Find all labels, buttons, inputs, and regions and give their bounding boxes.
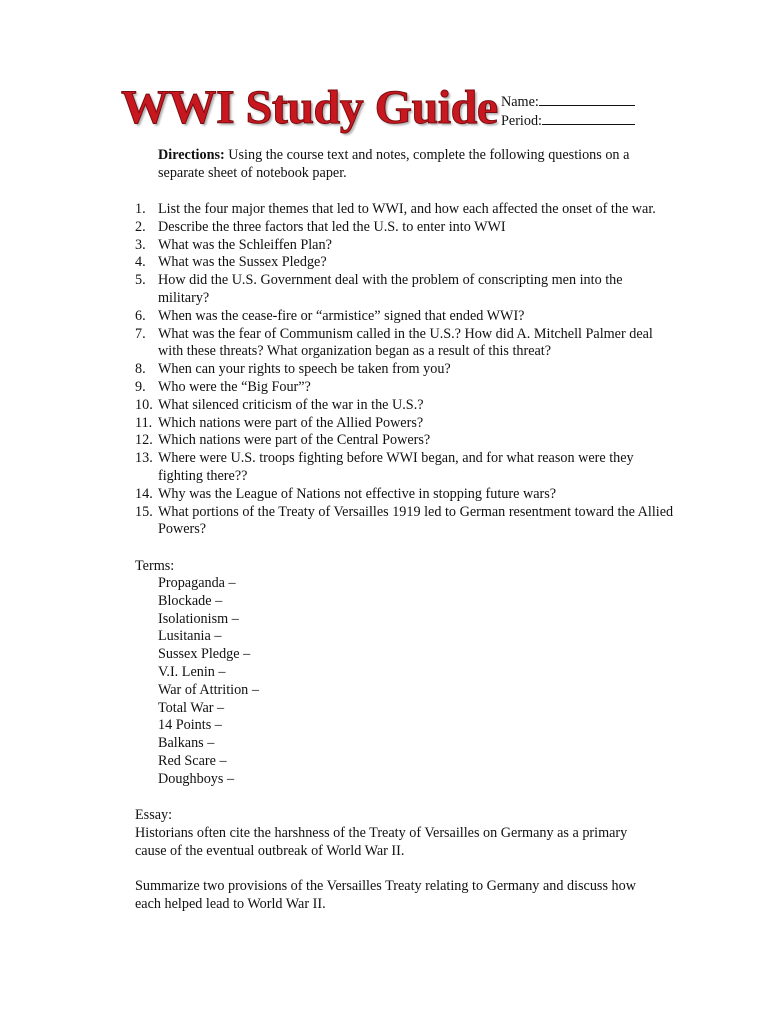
essay-heading: Essay: bbox=[135, 807, 173, 823]
term-item: Doughboys – bbox=[158, 770, 235, 787]
question-text: What was the Schleiffen Plan? bbox=[158, 236, 332, 253]
directions bbox=[158, 147, 678, 183]
term-item: Isolationism – bbox=[158, 610, 239, 627]
question-number: 1. bbox=[135, 201, 146, 217]
question-text: List the four major themes that led to WWI, and how each affected the onset of the war. bbox=[158, 201, 656, 217]
question-number: 7. bbox=[135, 325, 146, 342]
question-item bbox=[135, 504, 675, 540]
question-item bbox=[135, 415, 675, 433]
question-text: Describe the three factors that led the U.S. to enter into WWI bbox=[158, 218, 506, 235]
question-text: Which nations were part of the Allied Powers? bbox=[158, 414, 424, 431]
terms-heading: Terms: bbox=[135, 558, 175, 574]
term-item: Total War – bbox=[158, 699, 225, 716]
question-number: 3. bbox=[135, 236, 146, 253]
question-item bbox=[135, 272, 675, 308]
name-blank-line bbox=[539, 93, 635, 106]
student-info-fields bbox=[501, 93, 635, 131]
page-title: WWI Study Guide bbox=[121, 81, 498, 134]
term-item: Red Scare – bbox=[158, 752, 227, 769]
question-number: 10. bbox=[135, 396, 153, 413]
question-number: 15. bbox=[135, 503, 153, 520]
question-number: 11. bbox=[135, 414, 153, 431]
term-item: Sussex Pledge – bbox=[158, 646, 251, 663]
question-number: 6. bbox=[135, 307, 146, 324]
terms-list bbox=[158, 575, 259, 789]
question-item bbox=[135, 379, 675, 397]
question-number: 8. bbox=[135, 361, 146, 378]
question-text: What was the Sussex Pledge? bbox=[158, 254, 327, 271]
term-item: Lusitania – bbox=[158, 628, 222, 645]
question-number: 5. bbox=[135, 272, 146, 289]
question-text: When was the cease-fire or “armistice” signed that ended WWI? bbox=[158, 307, 525, 324]
question-item bbox=[135, 486, 675, 504]
period-field bbox=[501, 112, 635, 131]
question-number: 9. bbox=[135, 378, 146, 395]
question-text: How did the U.S. Government deal with the problem of conscripting men into the military? bbox=[158, 272, 623, 306]
question-number: 4. bbox=[135, 254, 146, 271]
question-text: Who were the “Big Four”? bbox=[158, 378, 311, 395]
question-text: Which nations were part of the Central Powers? bbox=[158, 432, 431, 449]
term-item: Propaganda – bbox=[158, 575, 236, 591]
question-item bbox=[135, 308, 675, 326]
question-text: Where were U.S. troops fighting before WWI began, and for what reason were they fighting there?? bbox=[158, 450, 634, 484]
question-item bbox=[135, 361, 675, 379]
paragraph-spacer bbox=[135, 860, 655, 878]
term-item: War of Attrition – bbox=[158, 681, 259, 698]
directions-label: Directions: bbox=[158, 147, 225, 163]
question-list bbox=[135, 201, 675, 539]
question-text: Why was the League of Nations not effective in stopping future wars? bbox=[158, 485, 557, 502]
question-text: When can your rights to speech be taken from you? bbox=[158, 361, 451, 378]
question-number: 2. bbox=[135, 218, 146, 235]
term-item: 14 Points – bbox=[158, 717, 222, 734]
question-number: 12. bbox=[135, 432, 153, 449]
term-item: Balkans – bbox=[158, 735, 215, 752]
question-item bbox=[135, 326, 675, 362]
question-text: What portions of the Treaty of Versailles 1919 led to German resentment toward the Allied Powers? bbox=[158, 503, 674, 538]
question-item bbox=[135, 254, 675, 272]
question-number: 14. bbox=[135, 485, 153, 502]
question-item bbox=[135, 237, 675, 255]
question-text: What silenced criticism of the war in the U.S.? bbox=[158, 396, 424, 413]
essay-paragraph: Historians often cite the harshness of the Treaty of Versailles on Germany as a primary cause of the eventual outbreak of World War II. bbox=[135, 824, 628, 859]
question-number: 13. bbox=[135, 450, 153, 467]
name-label: Name: bbox=[501, 94, 539, 110]
term-item: Blockade – bbox=[158, 592, 223, 609]
question-text: What was the fear of Communism called in the U.S.? How did A. Mitchell Palmer deal with these threats? What organization began as a result of this threat? bbox=[158, 325, 653, 360]
question-item bbox=[135, 450, 675, 486]
question-item bbox=[135, 397, 675, 415]
question-item bbox=[135, 201, 675, 219]
directions-text: Using the course text and notes, complete the following questions on a separate sheet of notebook paper. bbox=[158, 147, 630, 181]
essay-prompt: Summarize two provisions of the Versailles Treaty relating to Germany and discuss how each helped lead to World War II. bbox=[135, 878, 636, 912]
question-item bbox=[135, 432, 675, 450]
essay-section bbox=[135, 807, 655, 914]
term-item: V.I. Lenin – bbox=[158, 663, 226, 680]
period-label: Period: bbox=[501, 112, 542, 129]
period-blank-line bbox=[542, 112, 635, 125]
name-field bbox=[501, 93, 635, 112]
question-item bbox=[135, 219, 675, 237]
